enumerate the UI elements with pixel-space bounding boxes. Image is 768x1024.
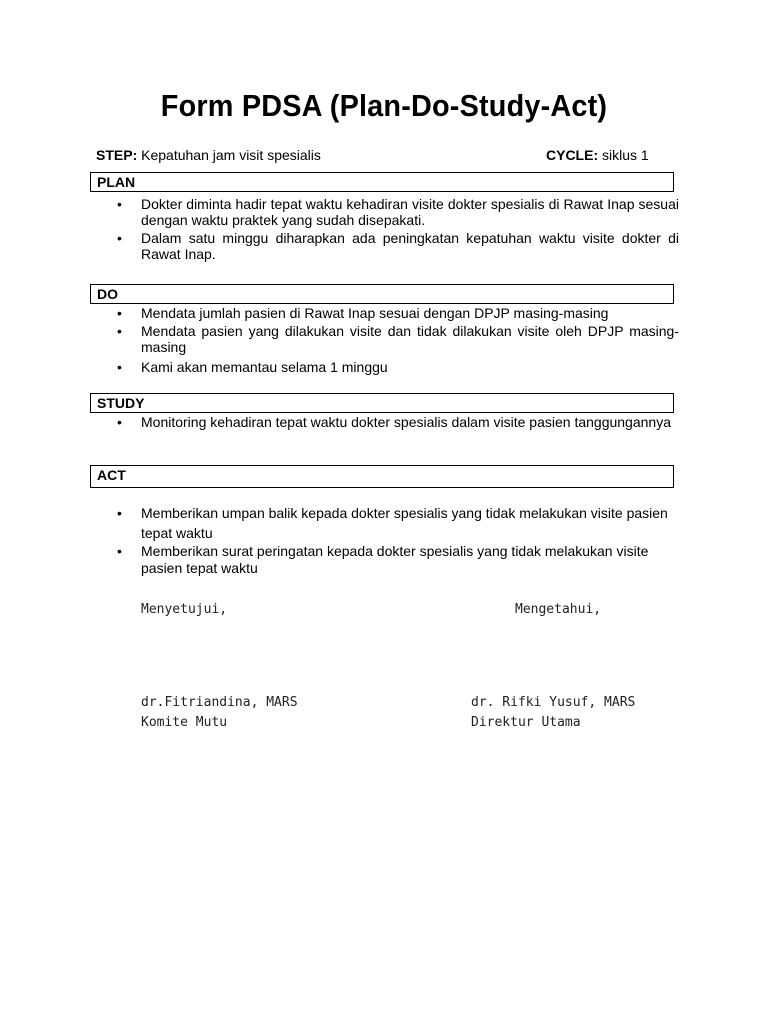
- plan-section-header: [90, 172, 674, 192]
- bullet-icon: •: [117, 543, 122, 559]
- bullet-icon: •: [117, 305, 122, 321]
- approval-caption: Menyetujui,: [141, 602, 228, 617]
- study-heading: STUDY: [97, 395, 145, 411]
- cycle-line: [546, 147, 649, 163]
- signatory-role-right: Direktur Utama: [471, 715, 581, 730]
- bullet-icon: •: [117, 230, 122, 246]
- plan-item-2: Dalam satu minggu diharapkan ada peningkatan kepatuhan waktu visite dokter di Rawat Inap.: [141, 230, 679, 262]
- cycle-value: siklus 1: [602, 147, 649, 163]
- signatory-role-left: Komite Mutu: [141, 715, 228, 730]
- signatory-name-right: dr. Rifki Yusuf, MARS: [471, 695, 636, 710]
- step-value: Kepatuhan jam visit spesialis: [141, 147, 321, 163]
- step-line: [96, 147, 321, 163]
- bullet-icon: •: [117, 505, 122, 521]
- study-item-1: Monitoring kehadiran tepat waktu dokter spesialis dalam visite pasien tanggungannya: [141, 414, 671, 430]
- acknowledgement-caption: Mengetahui,: [515, 602, 602, 617]
- study-section-header: [90, 393, 674, 413]
- signatory-name-left: dr.Fitriandina, MARS: [141, 695, 298, 710]
- act-heading: ACT: [97, 467, 126, 483]
- act-item-2: Memberikan surat peringatan kepada dokter spesialis yang tidak melakukan visite pasien tepat waktu: [141, 543, 649, 576]
- act-section-header: [90, 465, 674, 488]
- bullet-icon: •: [117, 323, 122, 339]
- step-label: STEP:: [96, 147, 138, 163]
- do-item-2: Mendata pasien yang dilakukan visite dan tidak dilakukan visite oleh DPJP masing-masing: [141, 323, 679, 355]
- bullet-icon: •: [117, 196, 122, 212]
- cycle-label: CYCLE:: [546, 147, 599, 163]
- plan-item-1: Dokter diminta hadir tepat waktu kehadiran visite dokter spesialis di Rawat Inap sesuai dengan waktu praktek yang sudah disepakati.: [141, 196, 679, 228]
- do-item-1: Mendata jumlah pasien di Rawat Inap sesuai dengan DPJP masing-masing: [141, 305, 609, 321]
- plan-heading: PLAN: [97, 174, 136, 190]
- do-heading: DO: [97, 286, 118, 302]
- bullet-icon: •: [117, 359, 122, 375]
- do-item-3: Kami akan memantau selama 1 minggu: [141, 359, 388, 375]
- bullet-icon: •: [117, 414, 122, 430]
- act-item-1: Memberikan umpan balik kepada dokter spesialis yang tidak melakukan visite pasien tepat waktu: [141, 505, 668, 541]
- page-title: Form PDSA (Plan-Do-Study-Act): [160, 88, 608, 123]
- do-section-header: [90, 284, 674, 304]
